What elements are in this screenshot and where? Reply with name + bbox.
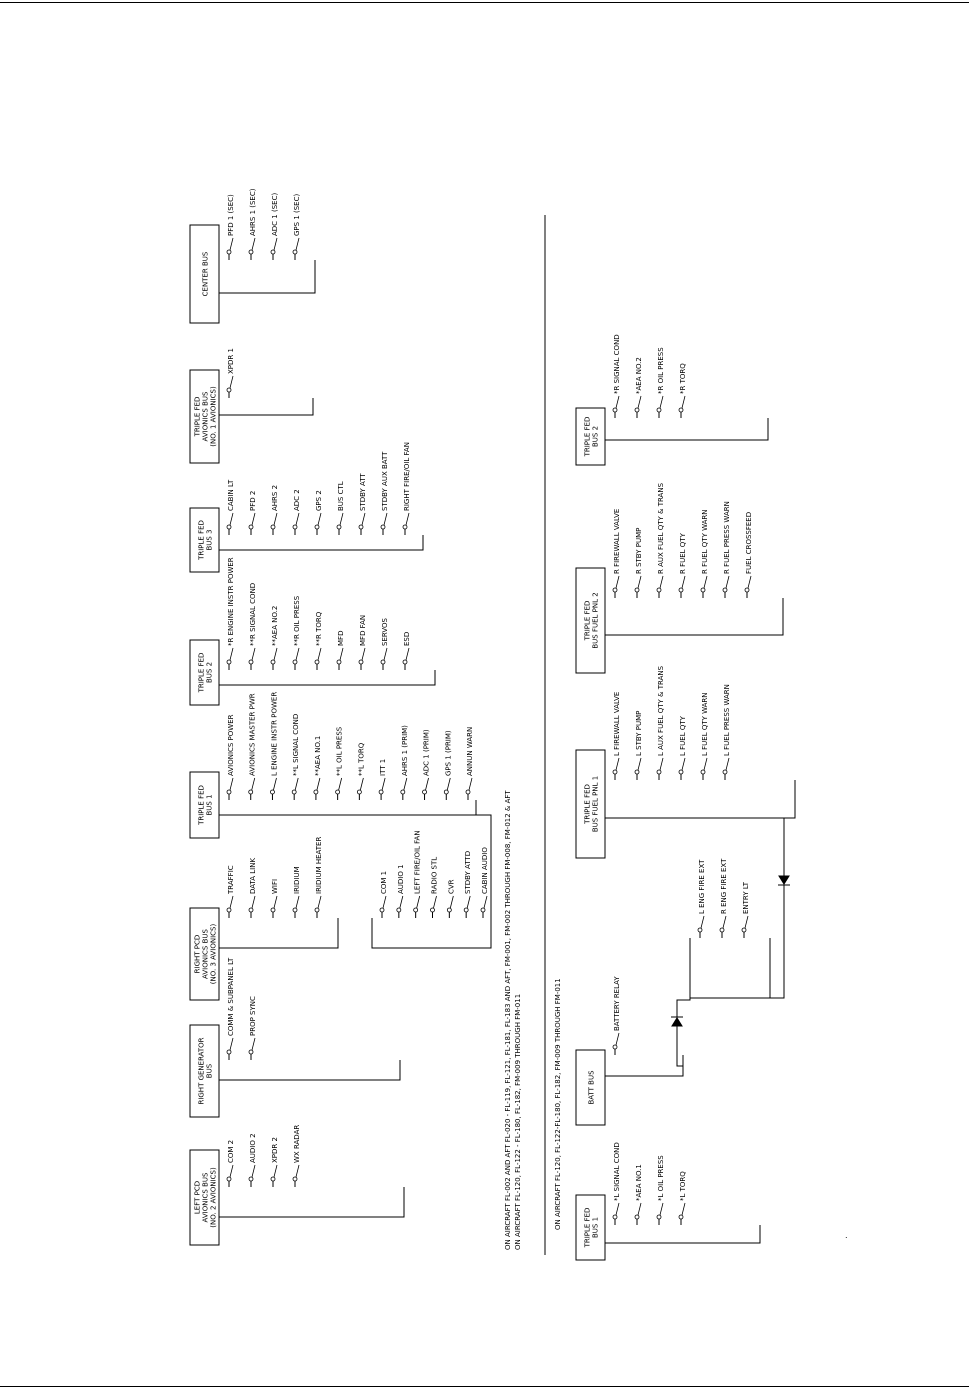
breaker-arm: [230, 376, 233, 388]
load-label: L AUX FUEL QTY & TRANS: [657, 665, 665, 756]
breaker-arm: [230, 238, 233, 250]
breaker-icon: [431, 908, 435, 912]
breaker-icon: [447, 908, 451, 912]
load-label: ADC 1 (SEC): [271, 192, 279, 236]
bus-triple-fed-r2: [576, 334, 768, 465]
breaker-icon: [227, 660, 231, 664]
bus-label-line: CENTER BUS: [201, 251, 210, 297]
breaker-arm: [362, 648, 365, 660]
breaker-icon: [227, 790, 231, 794]
load-label: RADIO STL: [430, 856, 439, 894]
load-label: **AEA NO.1: [313, 735, 322, 776]
breaker-icon: [249, 525, 253, 529]
breaker-arm: [274, 896, 277, 908]
breaker-arm: [406, 648, 409, 660]
breaker-arm: [274, 513, 277, 525]
breaker-arm: [701, 916, 704, 928]
bus-bar: [219, 670, 435, 685]
load-label: *AEA NO.2: [635, 357, 643, 394]
load-label: COM 2: [227, 1139, 235, 1163]
breaker-icon: [249, 660, 253, 664]
breaker-arm: [616, 1033, 619, 1045]
breaker-icon: [679, 408, 683, 412]
breaker-arm: [362, 513, 365, 525]
bus-right-pcd-av: [190, 837, 338, 1000]
load-label: GPS 2: [315, 490, 323, 511]
bus-label-line: TRIPLE FED: [583, 416, 592, 457]
breaker-arm: [404, 778, 407, 790]
connection-wires: [476, 815, 795, 1066]
breaker-arm: [447, 778, 450, 790]
breaker-icon: [679, 770, 683, 774]
load-label: PFD 1 (SEC): [227, 194, 235, 236]
breaker-arm: [252, 513, 255, 525]
breaker-arm: [274, 1165, 277, 1177]
load-label: ADC 1 (PRIM): [422, 729, 431, 776]
load-label: BATTERY RELAY: [613, 976, 621, 1031]
breaker-arm: [252, 778, 255, 790]
load-label: R AUX FUEL QTY & TRANS: [657, 482, 665, 574]
breaker-icon: [742, 928, 746, 932]
breaker-icon: [464, 908, 468, 912]
bus-triple-fed-3: [190, 442, 423, 572]
load-label: R STBY PUMP: [635, 527, 643, 574]
bus-label-line: LEFT PCD: [193, 1180, 202, 1215]
breaker-arm: [384, 513, 387, 525]
breaker-arm: [638, 758, 641, 770]
breaker-icon: [397, 908, 401, 912]
load-label: WIFI: [271, 878, 279, 894]
breaker-icon: [270, 790, 274, 794]
load-label: *L SIGNAL COND: [613, 1142, 621, 1201]
load-label: R FUEL PRESS WARN: [723, 501, 731, 574]
bus-bar: [605, 418, 768, 440]
load-label: AUDIO 1: [396, 864, 405, 894]
load-label: DATA LINK: [249, 857, 257, 894]
breaker-arm: [383, 896, 386, 908]
breaker-icon: [657, 408, 661, 412]
breaker-icon: [403, 525, 407, 529]
breaker-icon: [249, 1177, 253, 1181]
bus-batt-bus: [576, 976, 683, 1125]
breaker-arm: [252, 896, 255, 908]
breaker-arm: [296, 238, 299, 250]
breaker-icon: [227, 908, 231, 912]
breaker-arm: [252, 648, 255, 660]
load-label: L FIREWALL VALVE: [613, 691, 621, 756]
breaker-icon: [359, 525, 363, 529]
breaker-icon: [444, 790, 448, 794]
load-label: RIGHT FIRE/OIL FAN: [403, 442, 411, 511]
load-label: L FUEL PRESS WARN: [723, 684, 731, 756]
breaker-icon: [359, 660, 363, 664]
bus-label-line: TRIPLE FED: [197, 652, 206, 693]
breaker-icon: [698, 928, 702, 932]
load-label: AHRS 1 (SEC): [249, 188, 257, 236]
breaker-icon: [249, 908, 253, 912]
breaker-arm: [230, 896, 233, 908]
breaker-icon: [337, 660, 341, 664]
breaker-icon: [423, 790, 427, 794]
breaker-icon: [271, 1177, 275, 1181]
load-label: WX RADAR: [293, 1124, 301, 1163]
breaker-icon: [701, 588, 705, 592]
bus-triple-fed-1: [190, 692, 476, 838]
load-label: COMM & SUBPANEL LT: [227, 957, 235, 1036]
load-label: **R OIL PRESS: [293, 595, 301, 646]
bus-right-pcd-av-b: [372, 830, 491, 948]
breaker-arm: [616, 576, 619, 588]
breaker-icon: [381, 660, 385, 664]
load-label: ADC 2: [293, 489, 301, 511]
breaker-arm: [252, 238, 255, 250]
bus-label-line: RIGHT PCD: [193, 934, 202, 974]
breaker-icon: [249, 250, 253, 254]
bus-triple-fed-r1: [576, 1142, 760, 1260]
breaker-icon: [337, 525, 341, 529]
breaker-arm: [339, 778, 342, 790]
load-label: MFD: [337, 630, 345, 646]
load-label: STDBY ATT: [359, 473, 367, 511]
bus-bar: [605, 1055, 683, 1076]
breaker-arm: [230, 1165, 233, 1177]
breaker-arm: [318, 896, 321, 908]
breaker-icon: [315, 525, 319, 529]
breaker-arm: [616, 1203, 619, 1215]
load-label: R ENG FIRE EXT: [720, 858, 728, 914]
load-label: *L OIL PRESS: [657, 1155, 665, 1201]
stray-mark: .: [845, 1231, 848, 1240]
breaker-arm: [638, 1203, 641, 1215]
breaker-arm: [273, 778, 276, 790]
load-label: *R SIGNAL COND: [613, 334, 621, 394]
breaker-icon: [227, 1050, 231, 1054]
breaker-arm: [274, 238, 277, 250]
breaker-icon: [745, 588, 749, 592]
breaker-icon: [315, 908, 319, 912]
bus-label-line: TRIPLE FED: [193, 396, 202, 437]
breaker-icon: [635, 1215, 639, 1219]
load-label: L FUEL QTY WARN: [701, 692, 709, 756]
breaker-icon: [635, 588, 639, 592]
breaker-arm: [400, 896, 403, 908]
breaker-icon: [657, 588, 661, 592]
breaker-icon: [293, 250, 297, 254]
breaker-icon: [271, 908, 275, 912]
breaker-arm: [638, 576, 641, 588]
load-label: TRAFFIC: [227, 865, 235, 894]
bus-label-line: (NO. 2 AVIONICS): [209, 1167, 218, 1228]
breaker-arm: [230, 778, 233, 790]
breaker-icon: [720, 928, 724, 932]
breaker-arm: [726, 758, 729, 770]
breaker-arm: [230, 513, 233, 525]
breaker-arm: [745, 916, 748, 928]
load-label: **L OIL PRESS: [335, 726, 344, 776]
breaker-arm: [704, 576, 707, 588]
breaker-arm: [295, 778, 298, 790]
breaker-icon: [336, 790, 340, 794]
breaker-icon: [403, 660, 407, 664]
load-label: ESD: [403, 631, 411, 646]
bus-batt-sub: [690, 858, 770, 998]
breaker-icon: [357, 790, 361, 794]
breaker-icon: [635, 770, 639, 774]
breaker-icon: [679, 1215, 683, 1219]
breaker-icon: [635, 408, 639, 412]
bus-label-line: (NO. 1 AVIONICS): [209, 386, 218, 447]
load-label: R FUEL QTY WARN: [701, 509, 709, 574]
load-label: L FUEL QTY: [679, 716, 687, 756]
bus-bar: [219, 260, 315, 293]
breaker-arm: [360, 778, 363, 790]
load-label: LEFT FIRE/OIL FAN: [413, 830, 422, 894]
bus-label-line: BUS 1: [205, 794, 214, 816]
breaker-arm: [296, 1165, 299, 1177]
breaker-icon: [293, 660, 297, 664]
breaker-icon: [293, 908, 297, 912]
breaker-icon: [380, 908, 384, 912]
breaker-arm: [660, 758, 663, 770]
bus-label-line: BUS 2: [591, 425, 600, 448]
breaker-arm: [274, 648, 277, 660]
load-label: AVIONICS POWER: [227, 714, 235, 776]
breaker-icon: [613, 408, 617, 412]
load-label: R FIREWALL VALVE: [613, 508, 621, 574]
bus-label-line: TRIPLE FED: [197, 520, 206, 560]
breaker-icon: [271, 525, 275, 529]
load-label: STDBY ATTD: [464, 850, 473, 894]
bus-bar: [219, 918, 338, 948]
breaker-arm: [384, 648, 387, 660]
load-label: CABIN AUDIO: [481, 847, 489, 894]
breaker-icon: [271, 660, 275, 664]
bus-label-line: BUS FUEL PNL 2: [591, 592, 600, 649]
bus-label-line: TRIPLE FED: [197, 785, 206, 825]
breaker-icon: [381, 525, 385, 529]
breaker-icon: [249, 790, 253, 794]
load-label: **L SIGNAL COND: [292, 713, 301, 776]
breaker-icon: [679, 588, 683, 592]
breaker-icon: [613, 1215, 617, 1219]
breaker-arm: [616, 758, 619, 770]
breaker-icon: [657, 1215, 661, 1219]
load-label: L ENG FIRE EXT: [698, 859, 706, 914]
breaker-arm: [616, 396, 619, 408]
breaker-icon: [227, 1177, 231, 1181]
bus-label-line: TRIPLE FED: [583, 784, 592, 824]
breaker-arm: [230, 648, 233, 660]
breaker-arm: [296, 896, 299, 908]
bus-label-line: RIGHT GENERATOR: [197, 1037, 206, 1105]
breaker-arm: [723, 916, 726, 928]
load-label: STDBY AUX BATT: [381, 451, 389, 511]
breaker-icon: [466, 790, 470, 794]
bus-triple-fed-fuel-1: [576, 665, 795, 858]
load-label: GPS 1 (SEC): [293, 193, 301, 236]
load-label: COM 1: [380, 870, 388, 894]
bus-label-line: BUS 3: [205, 529, 214, 551]
breaker-icon: [613, 1045, 617, 1049]
bus-bar: [605, 780, 795, 818]
load-label: FUEL CROSSFEED: [745, 511, 753, 574]
breaker-icon: [227, 250, 231, 254]
breaker-arm: [340, 513, 343, 525]
bus-label-line: AVIONICS BUS: [201, 391, 210, 442]
breaker-icon: [293, 525, 297, 529]
load-label: CABIN LT: [227, 479, 235, 511]
breaker-arm: [230, 1038, 233, 1050]
breaker-icon: [401, 790, 405, 794]
footnote-2: ON AIRCRAFT FL-120, FL-122 - FL-180, FL-182, FM-009 THROUGH FM-011: [514, 993, 522, 1250]
breaker-arm: [660, 576, 663, 588]
breaker-arm: [296, 648, 299, 660]
load-label: **AEA NO.2: [271, 605, 279, 646]
breaker-arm: [660, 396, 663, 408]
load-label: MFD FAN: [359, 614, 367, 646]
breaker-arm: [252, 1038, 255, 1050]
load-label: *AEA NO.1: [635, 1164, 643, 1201]
load-label: PROP SYNC: [249, 996, 257, 1036]
breaker-icon: [292, 790, 296, 794]
breaker-arm: [318, 648, 321, 660]
bus-label-line: TRIPLE FED: [583, 600, 592, 641]
bus-triple-fed-2: [190, 557, 435, 705]
bus-label-line: AVIONICS BUS: [201, 929, 210, 979]
bus-label-line: TRIPLE FED: [583, 1207, 592, 1248]
breaker-arm: [252, 1165, 255, 1177]
load-label: L ENGINE INSTR POWER: [270, 691, 279, 776]
load-label: AUDIO 2: [249, 1133, 257, 1163]
breaker-icon: [315, 660, 319, 664]
breaker-arm: [382, 778, 385, 790]
breaker-arm: [469, 778, 472, 790]
breaker-icon: [657, 770, 661, 774]
bus-bar: [605, 598, 783, 635]
load-label: XPDR 2: [271, 1137, 279, 1163]
bus-bar: [219, 1060, 400, 1080]
breaker-icon: [701, 770, 705, 774]
load-label: BUS CTL: [337, 481, 345, 511]
bus-bar: [605, 1225, 760, 1243]
breaker-icon: [723, 588, 727, 592]
load-label: **R TORQ: [315, 611, 323, 646]
load-label: *L TORQ: [679, 1171, 687, 1201]
breaker-arm: [340, 648, 343, 660]
bus-triple-fed-av: [190, 348, 313, 463]
footnote-3: ON AIRCRAFT FL-120, FL-122-FL-180, FL-182, FM-009 THROUGH FM-011: [554, 978, 562, 1230]
load-label: R FUEL QTY: [679, 533, 687, 574]
breaker-arm: [704, 758, 707, 770]
load-label: **R SIGNAL COND: [249, 582, 257, 646]
load-label: CVR: [447, 879, 456, 894]
breaker-arm: [726, 576, 729, 588]
breaker-arm: [296, 513, 299, 525]
load-label: ITT 1: [379, 758, 388, 776]
breaker-arm: [682, 758, 685, 770]
breaker-icon: [314, 790, 318, 794]
breaker-icon: [379, 790, 383, 794]
bus-triple-fed-fuel-2: [576, 482, 783, 673]
bus-center-bus: [190, 188, 315, 323]
bus-right-gen: [190, 957, 400, 1117]
load-label: SERVOS: [381, 618, 389, 646]
breaker-icon: [414, 908, 418, 912]
load-label: IRIDIUM: [293, 866, 301, 894]
breaker-arm: [748, 576, 751, 588]
breaker-icon: [271, 250, 275, 254]
bus-bar: [690, 938, 770, 998]
bus-bar: [219, 1187, 404, 1217]
breaker-icon: [481, 908, 485, 912]
breaker-arm: [434, 896, 437, 908]
breaker-arm: [467, 896, 470, 908]
bus-label-line: (NO. 3 AVIONICS): [209, 923, 218, 985]
bus-label-line: BUS FUEL PNL 1: [591, 775, 600, 833]
breaker-arm: [417, 896, 420, 908]
load-label: ENTRY LT: [742, 881, 750, 914]
load-label: AVIONICS MASTER PWR: [248, 693, 257, 776]
bus-left-pcd: [190, 1125, 404, 1245]
load-label: IRIDIUM HEATER: [315, 836, 323, 894]
breaker-arm: [318, 513, 321, 525]
bus-label-line: AVIONICS BUS: [201, 1172, 210, 1223]
breaker-arm: [484, 896, 487, 908]
load-label: **L TORQ: [357, 742, 366, 776]
breaker-icon: [613, 770, 617, 774]
breaker-arm: [638, 396, 641, 408]
diode-icons: [671, 876, 790, 1026]
load-label: AHRS 1 (PRIM): [400, 725, 409, 776]
load-label: AHRS 2: [271, 484, 279, 511]
load-label: PFD 2: [249, 490, 257, 511]
bus-label-line: BATT BUS: [587, 1070, 596, 1105]
bus-bar: [219, 398, 313, 415]
breaker-icon: [227, 525, 231, 529]
breaker-icon: [723, 770, 727, 774]
bus-label-line: BUS 1: [591, 1216, 600, 1239]
bus-label-line: BUS: [205, 1063, 214, 1079]
breaker-icon: [227, 388, 231, 392]
load-label: L STBY PUMP: [635, 710, 643, 756]
breaker-arm: [406, 513, 409, 525]
load-label: *R TORQ: [679, 363, 687, 394]
breaker-arm: [682, 576, 685, 588]
breaker-icon: [249, 1050, 253, 1054]
breaker-arm: [450, 896, 453, 908]
breaker-icon: [613, 588, 617, 592]
bus-label-line: BUS 2: [205, 661, 214, 684]
load-label: *R ENGINE INSTR POWER: [227, 557, 235, 646]
breaker-arm: [660, 1203, 663, 1215]
footnote-1: ON AIRCRAFT FL-002 AND AFT FL-020 - FL-119, FL-121, FL-181, FL-183 AND AFT, FM-001, FM-002 THROUGH FM-008, FM-012 & AFT: [504, 790, 512, 1250]
breaker-arm: [682, 396, 685, 408]
breaker-arm: [317, 778, 320, 790]
bus-bar: [372, 918, 491, 948]
breaker-icon: [293, 1177, 297, 1181]
breaker-arm: [426, 778, 429, 790]
bus-bar: [219, 535, 423, 550]
bus-bar: [219, 800, 476, 815]
breaker-arm: [682, 1203, 685, 1215]
load-label: GPS 1 (PRIM): [444, 730, 453, 776]
load-label: XPDR 1: [227, 348, 235, 374]
load-label: *R OIL PRESS: [657, 347, 665, 394]
load-label: ANNUN WARN: [466, 726, 474, 776]
